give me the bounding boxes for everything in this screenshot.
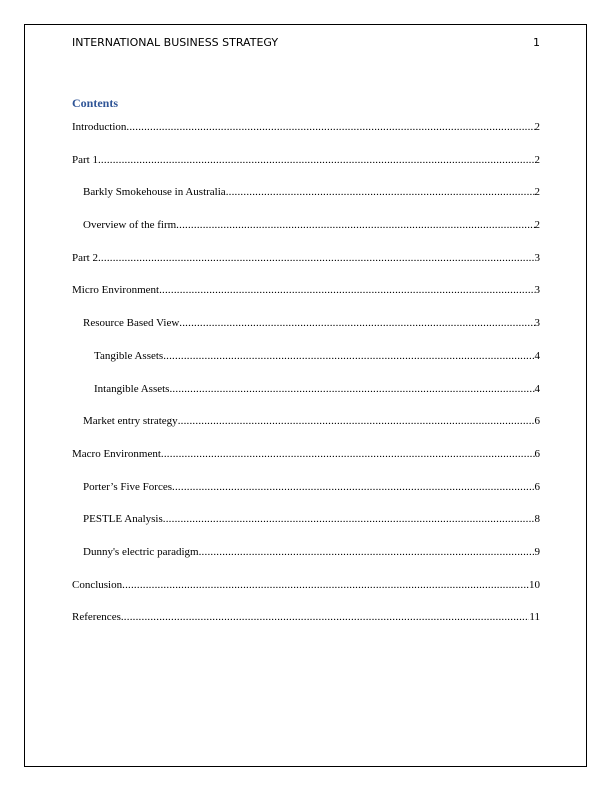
toc-dot-leader [98, 252, 535, 264]
toc-dot-leader [169, 383, 534, 395]
toc-entry-page: 6 [534, 480, 540, 493]
toc-entry-page: 10 [529, 578, 540, 591]
page-header [72, 36, 540, 50]
toc-entry-page: 3 [534, 251, 540, 264]
toc-entry-page: 9 [534, 545, 540, 558]
toc-entry-page: 3 [534, 284, 540, 297]
toc-entry-page: 4 [534, 349, 540, 362]
toc-entry-page: 2 [534, 219, 540, 232]
toc-entry-label: Porter’s Five Forces [83, 480, 173, 493]
toc-entry-overview-of-firm[interactable] [72, 219, 540, 252]
toc-dot-leader [163, 513, 535, 525]
toc-entry-page: 3 [534, 317, 540, 330]
toc-dot-leader [159, 284, 534, 296]
header-title: INTERNATIONAL BUSINESS STRATEGY [72, 36, 279, 49]
toc-entry-page: 2 [534, 186, 540, 199]
contents-heading: Contents [72, 96, 119, 110]
toc-entry-label: PESTLE Analysis [83, 513, 163, 526]
toc-entry-label: Micro Environment [72, 284, 160, 297]
toc-dot-leader [199, 546, 535, 558]
toc-entry-label: Macro Environment [72, 447, 161, 460]
toc-dot-leader [172, 481, 534, 493]
toc-entry-label: Conclusion [72, 578, 123, 591]
toc-entry-tangible-assets[interactable] [72, 350, 540, 383]
toc-entry-page: 6 [534, 415, 540, 428]
toc-entry-label: Part 2 [72, 251, 98, 264]
toc-entry-label: Overview of the firm [83, 219, 177, 232]
toc-entry-page: 6 [534, 447, 540, 460]
header-page-number: 1 [533, 36, 540, 49]
toc-entry-barkly-smokehouse[interactable] [72, 186, 540, 219]
toc-entry-page: 11 [529, 611, 540, 624]
toc-entry-page: 2 [534, 121, 540, 133]
toc-entry-label: Introduction [72, 121, 127, 133]
toc-entry-porters-five-forces[interactable] [72, 481, 540, 514]
toc-entry-references[interactable] [72, 611, 540, 644]
toc-entry-macro-environment[interactable] [72, 448, 540, 481]
toc-dot-leader [163, 350, 534, 362]
toc-entry-page: 2 [534, 153, 540, 166]
toc-entry-label: Part 1 [72, 153, 98, 166]
toc-entry-label: References [72, 611, 121, 624]
toc-entry-label: Dunny's electric paradigm [83, 545, 199, 558]
toc-dot-leader [226, 186, 535, 198]
toc-dot-leader [178, 415, 535, 427]
toc-entry-pestle-analysis[interactable] [72, 513, 540, 546]
toc-entry-label: Market entry strategy [83, 415, 178, 428]
toc-entry-label: Resource Based View [83, 317, 180, 330]
toc-entry-label: Intangible Assets [94, 382, 170, 395]
toc-dot-leader [121, 611, 530, 623]
toc-dot-leader [122, 579, 529, 591]
table-of-contents [72, 121, 540, 644]
toc-entry-conclusion[interactable] [72, 579, 540, 612]
toc-entry-dunnys-electric-paradigm[interactable] [72, 546, 540, 579]
toc-entry-introduction[interactable] [72, 121, 540, 154]
toc-dot-leader [98, 154, 535, 166]
toc-entry-part-1[interactable] [72, 154, 540, 187]
toc-dot-leader [176, 219, 534, 231]
toc-entry-part-2[interactable] [72, 252, 540, 285]
toc-entry-market-entry-strategy[interactable] [72, 415, 540, 448]
toc-entry-page: 8 [534, 513, 540, 526]
toc-entry-micro-environment[interactable] [72, 284, 540, 317]
toc-entry-resource-based-view[interactable] [72, 317, 540, 350]
toc-dot-leader [179, 317, 534, 329]
toc-entry-label: Barkly Smokehouse in Australia [83, 186, 226, 199]
toc-entry-page: 4 [534, 382, 540, 395]
toc-entry-intangible-assets[interactable] [72, 383, 540, 416]
toc-entry-label: Tangible Assets [94, 349, 164, 362]
toc-dot-leader [126, 121, 534, 133]
toc-dot-leader [161, 448, 535, 460]
